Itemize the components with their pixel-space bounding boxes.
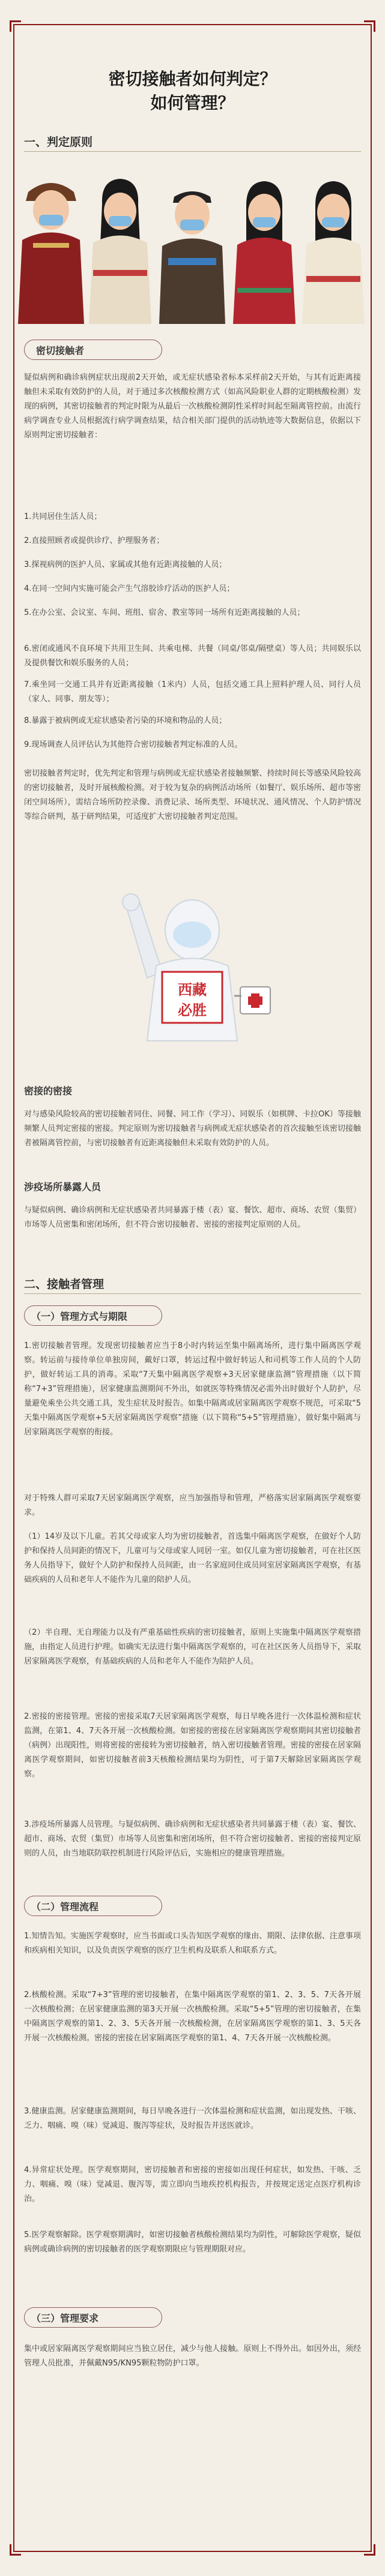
section-divider [24,151,361,152]
secondary-contact-title: 密接的密接 [24,1085,73,1097]
management-paragraph: 3.涉疫场所暴露人员管理。与疑似病例、确诊病例和无症状感染者共同暴露于楼（表）宴、餐饮、超市、商场、农贸（集贸）市场等人员密集和密闭场所，但不符合密切接触者、密接的密接判定原则的人员，由当地联防联控机制进行风险评估后，实施相应的健康管理措施。 [24,1820,361,1858]
criterion-item: 3.探视病例的医护人员、家属或其他有近距离接触的人员； [24,560,227,569]
masked-people-illustration [18,168,367,324]
criterion-item: 8.暴露于被病例或无症状感染者污染的环境和物品的人员； [24,716,227,725]
management-requirement-title: （三）管理要求 [31,2313,99,2324]
criterion-item: 2.直接照顾者或提供诊疗、护理服务者； [24,536,165,545]
criterion-item: 1.共同居住生活人员； [24,512,102,521]
criterion-item: 7.乘坐同一交通工具并有近距离接触（1米内）人员，包括交通工具上照料护理人员、同行人员（家人、同事、朋友等）； [24,680,361,704]
frame-corner [364,20,375,32]
person-figure [18,183,84,324]
flow-item: 3.健康监测。居家健康监测期间，每日早晚各进行一次体温检测和症状监测，如出现发热、干咳、乏力、咽痛、嗅（味）觉减退、腹泻等症状，及时报告并送医就诊。 [24,2107,361,2130]
secondary-contact-text: 对与感染风险较高的密切接触者同住、同餐、同工作（学习）、同娱乐（如棋牌、卡拉OK）等接触频繁人员判定密接的密接。判定原则为密切接触者与病例或无症状感染者的首次接触至该密切接触者被隔离管控前，与密切接触者有近距离接触但未采取有效防护的人员。 [24,1110,361,1148]
management-paragraph: 对于特殊人群可采取7天居家隔离医学观察，应当加强指导和管理，严格落实居家隔离医学观察要求。 [24,1494,361,1517]
protective-suit-worker-illustration [90,888,294,1050]
section-divider [24,1293,361,1294]
criterion-item: 9.现场调查人员评估认为其他符合密切接触者判定标准的人员。 [24,740,243,749]
person-figure [89,179,151,324]
flow-item: 4.异常症状处理。医学观察期间，密切接触者和密接的密接如出现任何症状，如发热、干咳、乏力、咽痛、嗅（味）觉减退、腹泻等，需立即向当地疾控机构报告，并按规定送定点医疗机构诊治。 [24,2166,361,2203]
management-method-title: （一）管理方式与期限 [31,1311,128,1322]
flow-item: 1.知情告知。实施医学观察时，应当书面或口头告知医学观察的缘由、期限、法律依据、注意事项和疾病相关知识，以及负责医学观察的医疗卫生机构及联系人和联系方式。 [24,1932,361,1955]
banner-text-bottom: 必胜 [178,1002,207,1019]
venue-exposure-title: 涉疫场所暴露人员 [24,1181,102,1193]
criterion-item: 5.在办公室、会议室、车间、班组、宿舍、教室等同一场所有近距离接触的人员； [24,608,305,617]
page-title-line1: 密切接触者如何判定？ [108,69,277,89]
management-flow-title: （二）管理流程 [31,1901,99,1913]
person-figure [302,181,365,324]
person-figure [159,191,225,324]
flow-item: 2.核酸检测。采取“7+3”管理的密切接触者，在集中隔离医学观察的第1、2、3、5、7天各开展一次核酸检测；在居家健康监测的第3天开展一次核酸检测。采取“5+5”管理的密切接触者，在集中隔离医学观察的第1、2、3、5天各开展一次核酸检测，在居家隔离医学观察的第1、3、5天各开展一次核酸检测。密接的密接在居家隔离医学观察的第1、4、7天各开展一次核酸检测。 [24,1990,361,2043]
section2-heading: 二、接触者管理 [24,1278,105,1291]
frame-corner [10,2544,21,2556]
requirement-paragraph: 集中或居家隔离医学观察期间应当独立居住，减少与他人接触。原则上不得外出。如因外出，须经管理人员批准，并佩戴N95/KN95颗粒物防护口罩。 [24,2344,361,2368]
criterion-item: 6.密闭或通风不良环境下共用卫生间、共乘电梯、共餐（同桌/邻桌/隔壁桌）等人员；共同娱乐以及提供餐饮和娱乐服务的人员； [24,644,361,668]
flow-item: 5.医学观察解除。医学观察期满时，如密切接触者核酸检测结果均为阴性，可解除医学观察，疑似病例或确诊病例的密切接触者的医学观察期限应与管理期限对应。 [24,2230,361,2254]
page-title-line2: 如何管理？ [150,93,235,113]
management-paragraph: （2）半自理、无自理能力以及有严重基础性疾病的密切接触者，原则上实施集中隔离医学观察措施，由指定人员进行护理。如确实无法进行集中隔离医学观察的，可在社区医务人员指导下，采取居家隔离医学观察，有基础疾病的人员和老年人不能作为陪护人员。 [24,1628,361,1666]
priority-paragraph: 密切接触者判定时，优先判定和管理与病例或无症状感染者接触频繁、持续时间长等感染风险较高的密切接触者，及时开展核酸检测。对于较为复杂的病例活动场所（如餐厅、娱乐场所、超市等密闭空间场所），需结合场所防控录像、消费记录、场所类型、环境状况、通风情况、个人防护情况等综合研判，基于研判结果，可适度扩大密切接触者判定范围。 [24,769,361,821]
banner-text-top: 西藏 [178,981,207,998]
venue-exposure-text: 与疑似病例、确诊病例和无症状感染者共同暴露于楼（表）宴、餐饮、超市、商场、农贸（集贸）市场等人员密集和密闭场所，但不符合密切接触者、密接的密接判定原则的人员。 [24,1206,361,1229]
person-figure [233,181,296,324]
close-contact-title: 密切接触者 [36,345,85,356]
management-paragraph: 2.密接的密接管理。密接的密接采取7天居家隔离医学观察，每日早晚各进行一次体温检测和症状监测，在第1、4、7天各开展一次核酸检测。如密接的密接在居家隔离医学观察期间其密切接触者（病例）出现阳性，则将密接的密接转为密切接触者，纳入密切接触者管理。密接的密接在居家隔离医学观察期间，如密切接触者前3天核酸检测结果均为阴性，可于第7天解除居家隔离医学观察。 [24,1712,361,1779]
management-paragraph: （1）14岁及以下儿童。若其父母或家人均为密切接触者，首选集中隔离医学观察，在做好个人防护和保持人员间距的情况下，儿童可与父母或家人同居一室。如仅儿童为密切接触者，可在社区医务人员指导下，做好个人防护和保持人员间距，由一名家庭同住成员同室居家隔离医学观察，有基础疾病的人员和老年人不能作为儿童的陪护人员。 [24,1532,361,1584]
section1-heading: 一、判定原则 [24,136,93,149]
management-paragraph: 1.密切接触者管理。发现密切接触者应当于8小时内转运至集中隔离场所，进行集中隔离医学观察。转运前与接待单位单独房间，戴好口罩，转运过程中做好转运人和司机等工作人员的个人防护，做好转运工具的消毒。采取“7天集中隔离医学观察+3天居家健康监测”管理措施（以下简称“7+3”管理措施），居家健康监测期间不外出，如就医等特殊情况必需外出时做好个人防护，尽量避免乘坐公共交通工具，发生症状及时报告。如集中隔离或居家隔离医学观察不规范，可采取“5天集中隔离医学观察+5天居家隔离医学观察”措施（以下简称“5+5”管理措施），做好集中隔离与居家隔离医学观察的衔接。 [24,1341,362,1437]
frame-corner [10,20,21,32]
frame-corner [364,2544,375,2556]
criterion-item: 4.在同一空间内实施可能会产生气溶胶诊疗活动的医护人员； [24,584,235,593]
close-contact-intro: 疑似病例和确诊病例症状出现前2天开始，或无症状感染者标本采样前2天开始，与其有近距离接触但未采取有效防护的人员，对于通过多次核酸检测方式（如高风险职业人群的定期核酸检测）发现的病例，其密切接触者的判定时限为从最后一次核酸检测阴性采样时间起至隔离管控前。由流行病学调查专业人员根据流行病学调查结果，结合相关部门提供的活动轨迹等大数据信息，依据以下原则判定密切接触者： [24,373,361,440]
